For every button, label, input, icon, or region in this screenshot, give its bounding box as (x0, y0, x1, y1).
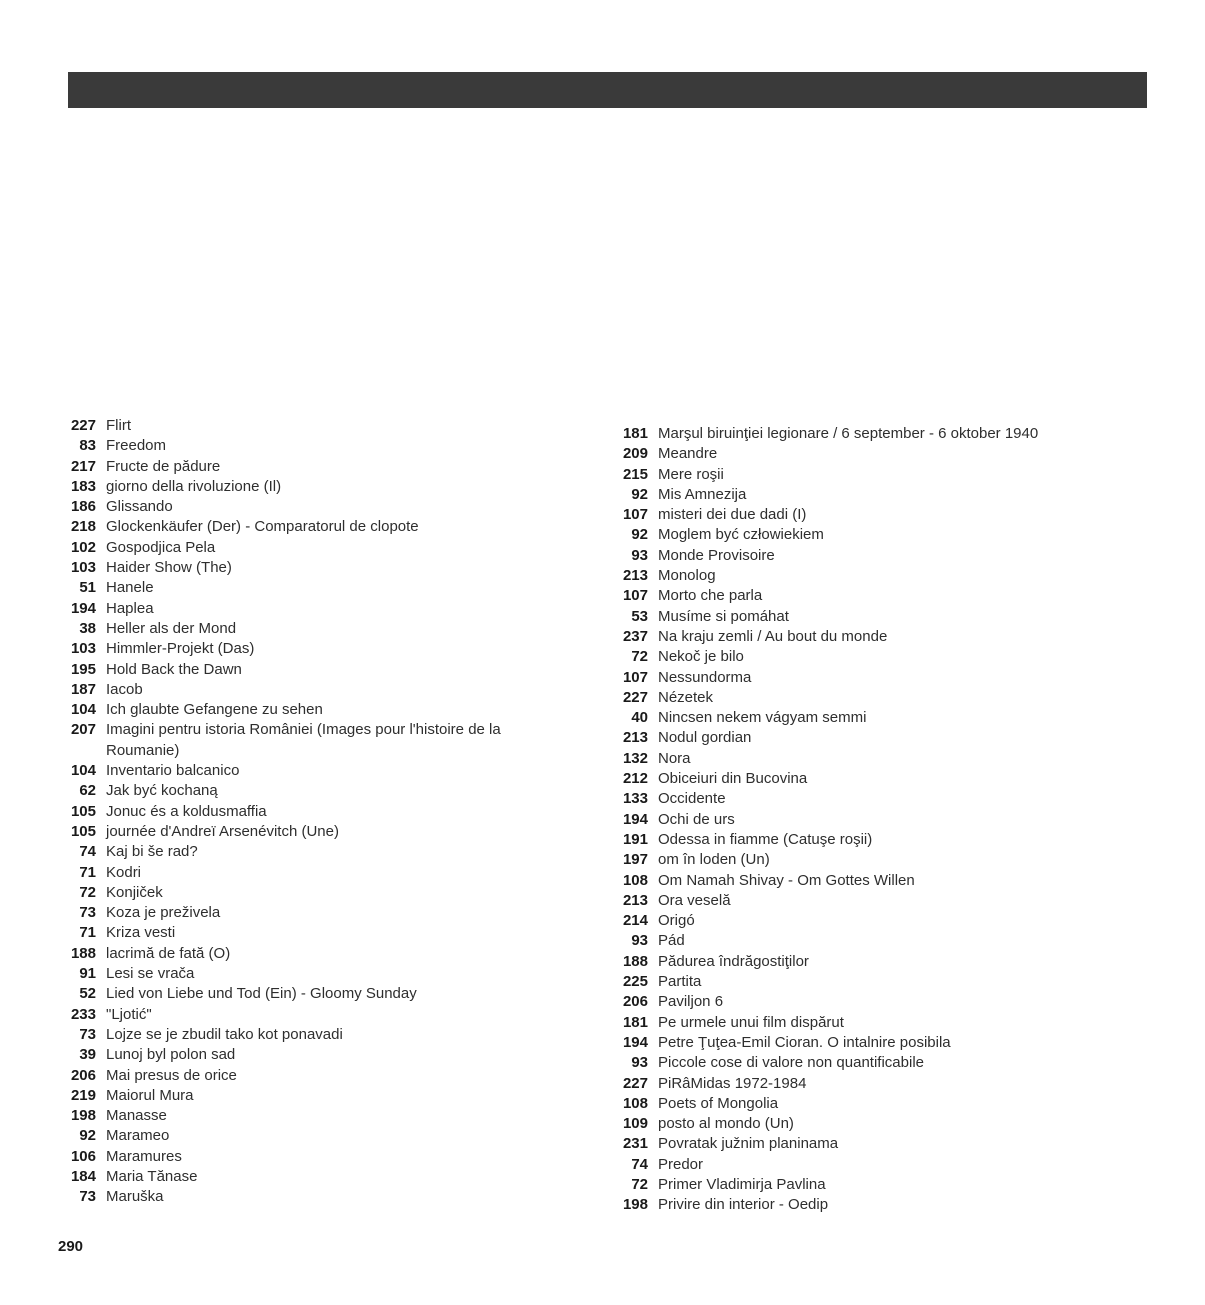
index-entry (58, 1147, 548, 1167)
entry-page-number: 73 (79, 1025, 96, 1043)
index-entry (58, 761, 548, 781)
index-entry (610, 830, 1170, 850)
index-entry (610, 992, 1170, 1012)
index-entry (610, 931, 1170, 951)
entry-page-number: 197 (622, 851, 648, 869)
entry-page-number: 93 (631, 546, 648, 564)
entry-title: Pădurea îndrăgostiţilor (658, 952, 809, 970)
entry-page-number: 133 (622, 790, 648, 808)
index-entry (610, 1114, 1170, 1134)
entry-title: Nora (658, 749, 691, 767)
entry-title: Jonuc és a koldusmaffia (106, 802, 267, 820)
entry-title: Musíme si pomáhat (658, 607, 789, 625)
entry-title: Na kraju zemli / Au bout du monde (658, 627, 888, 645)
entry-title: Ochi de urs (658, 810, 735, 828)
entry-title: journée d'Andreï Arsenévitch (Une) (106, 822, 339, 840)
entry-page-number: 104 (70, 762, 96, 780)
entry-page-number: 102 (70, 538, 96, 556)
index-entry (610, 1155, 1170, 1175)
entry-page-number: 73 (79, 904, 96, 922)
entry-title: Himmler-Projekt (Das) (106, 640, 255, 658)
entry-title: Glockenkäufer (Der) - Comparatorul de clopote (106, 518, 419, 536)
index-entry (58, 660, 548, 680)
entry-title: Nekoč je bilo (658, 648, 744, 666)
entry-title: giorno della rivoluzione (Il) (106, 477, 282, 495)
entry-page-number: 71 (79, 863, 96, 881)
entry-page-number: 187 (70, 680, 96, 698)
index-entry (610, 1013, 1170, 1033)
entry-title: Nézetek (658, 688, 714, 706)
entry-title: Freedom (106, 437, 167, 455)
entry-title: Piccole cose di valore non quantificabile (658, 1054, 924, 1072)
entry-page-number: 213 (622, 729, 648, 747)
entry-page-number: 38 (79, 619, 96, 637)
index-entry (58, 700, 548, 720)
entry-title: Inventario balcanico (106, 762, 240, 780)
entry-page-number: 212 (622, 770, 648, 788)
entry-title: Imagini pentru istoria României (Images pour l'histoire de la Roumanie) (106, 721, 501, 759)
entry-title: Om Namah Shivay - Om Gottes Willen (658, 871, 915, 889)
index-entry (58, 436, 548, 456)
entry-title: Paviljon 6 (658, 993, 724, 1011)
entry-title: Hold Back the Dawn (106, 660, 242, 678)
entry-title: Petre Ţuţea-Emil Cioran. O intalnire posibila (658, 1033, 951, 1051)
index-entry (610, 688, 1170, 708)
index-entry (610, 546, 1170, 566)
entry-page-number: 39 (79, 1046, 96, 1064)
entry-page-number: 107 (622, 587, 648, 605)
entry-title: Monde Provisoire (658, 546, 775, 564)
index-entry (610, 525, 1170, 545)
entry-page-number: 206 (70, 1066, 96, 1084)
entry-page-number: 71 (79, 924, 96, 942)
index-entry (58, 1045, 548, 1065)
entry-page-number: 217 (70, 457, 96, 475)
index-entry (610, 647, 1170, 667)
index-entry (58, 619, 548, 639)
entry-title: Mis Amnezija (658, 485, 747, 503)
entry-page-number: 188 (70, 944, 96, 962)
index-entry (58, 639, 548, 659)
entry-page-number: 213 (622, 891, 648, 909)
entry-page-number: 93 (631, 1054, 648, 1072)
index-entry (610, 566, 1170, 586)
entry-page-number: 72 (631, 648, 648, 666)
entry-page-number: 62 (79, 782, 96, 800)
entry-title: Kriza vesti (106, 924, 176, 942)
entry-title: Maramures (106, 1147, 182, 1165)
entry-title: Privire din interior - Oedip (658, 1196, 829, 1214)
entry-page-number: 237 (622, 627, 648, 645)
index-entry (58, 903, 548, 923)
entry-page-number: 233 (70, 1005, 96, 1023)
entry-page-number: 108 (622, 871, 648, 889)
entry-title: Pád (658, 932, 685, 950)
entry-title: Marşul biruinţiei legionare / 6 september - 6 oktober 1940 (658, 425, 1039, 442)
entry-title: Gospodjica Pela (106, 538, 216, 556)
index-entry (58, 416, 548, 436)
index-entry (58, 1167, 548, 1187)
entry-title: lacrimă de fată (O) (106, 944, 231, 962)
index-entry (610, 891, 1170, 911)
entry-page-number: 194 (70, 599, 96, 617)
index-entry (610, 952, 1170, 972)
entry-title: Lojze se je zbudil tako kot ponavadi (106, 1025, 343, 1043)
entry-page-number: 191 (622, 830, 648, 848)
entry-title: Flirt (106, 417, 131, 434)
entry-page-number: 227 (622, 688, 648, 706)
index-entry (610, 607, 1170, 627)
index-entry (58, 599, 548, 619)
index-entry (58, 497, 548, 517)
index-entry (610, 424, 1170, 444)
index-entry (610, 1074, 1170, 1094)
entry-title: Morto che parla (658, 587, 763, 605)
entry-page-number: 227 (70, 417, 96, 434)
index-entry (610, 627, 1170, 647)
index-entry (610, 465, 1170, 485)
entry-page-number: 186 (70, 498, 96, 516)
entry-page-number: 213 (622, 567, 648, 585)
entry-title: Iacob (106, 680, 143, 698)
entry-page-number: 219 (70, 1086, 96, 1104)
index-entry (58, 923, 548, 943)
index-entry (58, 822, 548, 842)
entry-title: Heller als der Mond (106, 619, 237, 637)
entry-title: posto al mondo (Un) (658, 1115, 794, 1133)
index-entry (58, 1005, 548, 1025)
entry-title: Koza je preživela (106, 904, 221, 922)
index-entry (610, 1033, 1170, 1053)
index-entry (610, 1094, 1170, 1114)
entry-title: Maria Tănase (106, 1167, 198, 1185)
entry-title: Glissando (106, 498, 173, 516)
entry-title: Marameo (106, 1127, 170, 1145)
entry-page-number: 74 (79, 843, 96, 861)
index-entry (58, 781, 548, 801)
entry-page-number: 93 (631, 932, 648, 950)
entry-page-number: 108 (622, 1094, 648, 1112)
index-entry (58, 517, 548, 537)
entry-title: "Ljotić" (106, 1005, 152, 1023)
entry-title: Predor (658, 1155, 704, 1173)
index-entry (610, 1053, 1170, 1073)
entry-page-number: 227 (622, 1074, 648, 1092)
index-entry (610, 789, 1170, 809)
entry-title: Fructe de pădure (106, 457, 221, 475)
entry-page-number: 92 (631, 485, 648, 503)
entry-title: om în loden (Un) (658, 851, 770, 869)
entry-page-number: 109 (622, 1115, 648, 1133)
entry-title: Obiceiuri din Bucovina (658, 770, 808, 788)
entry-page-number: 83 (79, 437, 96, 455)
entry-title: Primer Vladimirja Pavlina (658, 1175, 826, 1193)
entry-page-number: 107 (622, 668, 648, 686)
entry-title: Hanele (106, 579, 154, 597)
index-entry (58, 558, 548, 578)
index-entry (610, 1175, 1170, 1195)
entry-page-number: 198 (70, 1107, 96, 1125)
entry-page-number: 181 (622, 425, 648, 442)
entry-page-number: 51 (79, 579, 96, 597)
entry-title: Lesi se vrača (106, 965, 195, 983)
index-entry (610, 1195, 1170, 1215)
index-column-left (58, 416, 548, 1208)
index-entry (58, 538, 548, 558)
index-entry (58, 1066, 548, 1086)
entry-page-number: 132 (622, 749, 648, 767)
entry-title: Konjiček (106, 883, 163, 901)
entry-page-number: 194 (622, 810, 648, 828)
entry-page-number: 105 (70, 822, 96, 840)
entry-title: Occidente (658, 790, 726, 808)
index-entry (610, 769, 1170, 789)
entry-page-number: 195 (70, 660, 96, 678)
entry-page-number: 214 (622, 912, 648, 930)
entry-page-number: 218 (70, 518, 96, 536)
index-entry (610, 972, 1170, 992)
entry-title: Pe urmele unui film dispărut (658, 1013, 844, 1031)
entry-title: Nincsen nekem vágyam semmi (658, 709, 867, 727)
index-entry (58, 578, 548, 598)
entry-page-number: 73 (79, 1188, 96, 1206)
entry-title: Meandre (658, 445, 718, 463)
index-entry (58, 1126, 548, 1146)
index-entry (610, 1134, 1170, 1154)
entry-page-number: 53 (631, 607, 648, 625)
entry-page-number: 188 (622, 952, 648, 970)
index-entry (58, 457, 548, 477)
index-entry (58, 680, 548, 700)
entry-title: Lunoj byl polon sad (106, 1046, 236, 1064)
index-entry (610, 850, 1170, 870)
entry-title: Mai presus de orice (106, 1066, 237, 1084)
index-entry (58, 1187, 548, 1207)
entry-page-number: 91 (79, 965, 96, 983)
entry-title: Manasse (106, 1107, 167, 1125)
entry-page-number: 103 (70, 640, 96, 658)
entry-title: Partita (658, 973, 702, 991)
index-entry (58, 984, 548, 1004)
index-column-right (610, 424, 1170, 1216)
entry-page-number: 231 (622, 1135, 648, 1153)
entry-title: misteri dei due dadi (I) (658, 506, 807, 524)
entry-page-number: 52 (79, 985, 96, 1003)
index-entry (58, 720, 548, 761)
entry-page-number: 215 (622, 465, 648, 483)
index-entry (610, 586, 1170, 606)
entry-page-number: 209 (622, 445, 648, 463)
entry-page-number: 92 (631, 526, 648, 544)
entry-title: Origó (658, 912, 695, 930)
entry-title: Ora veselă (658, 891, 731, 909)
index-entry (58, 1086, 548, 1106)
entry-title: Kodri (106, 863, 142, 881)
entry-title: Mere roşii (658, 465, 724, 483)
entry-page-number: 194 (622, 1033, 648, 1051)
entry-page-number: 72 (79, 883, 96, 901)
entry-title: Poets of Mongolia (658, 1094, 779, 1112)
entry-page-number: 206 (622, 993, 648, 1011)
entry-page-number: 74 (631, 1155, 648, 1173)
index-entry (58, 883, 548, 903)
index-entry (610, 728, 1170, 748)
index-entry (58, 863, 548, 883)
page-number: 290 (58, 1238, 84, 1255)
index-entry (58, 1106, 548, 1126)
entry-title: Maruška (106, 1188, 164, 1206)
index-entry (58, 944, 548, 964)
entry-title: Jak być kochaną (106, 782, 218, 800)
entry-page-number: 106 (70, 1147, 96, 1165)
entry-title: Haplea (106, 599, 154, 617)
entry-page-number: 92 (79, 1127, 96, 1145)
index-entry (58, 1025, 548, 1045)
entry-title: Lied von Liebe und Tod (Ein) - Gloomy Sunday (106, 985, 417, 1003)
entry-page-number: 40 (631, 709, 648, 727)
index-entry (610, 505, 1170, 525)
entry-page-number: 104 (70, 701, 96, 719)
entry-title: Nodul gordian (658, 729, 752, 747)
entry-page-number: 105 (70, 802, 96, 820)
index-entry (610, 810, 1170, 830)
entry-title: Nessundorma (658, 668, 752, 686)
index-entry (610, 871, 1170, 891)
entry-title: Maiorul Mura (106, 1086, 194, 1104)
index-entry (58, 477, 548, 497)
entry-title: Ich glaubte Gefangene zu sehen (106, 701, 323, 719)
entry-title: Kaj bi še rad? (106, 843, 198, 861)
entry-page-number: 198 (622, 1196, 648, 1214)
index-entry (610, 668, 1170, 688)
entry-title: Odessa in fiamme (Catuşe roşii) (658, 830, 873, 848)
entry-title: Monolog (658, 567, 716, 585)
index-entry (58, 842, 548, 862)
entry-title: Povratak južnim planinama (658, 1135, 839, 1153)
index-entry (610, 485, 1170, 505)
entry-page-number: 181 (622, 1013, 648, 1031)
entry-page-number: 183 (70, 477, 96, 495)
entry-page-number: 72 (631, 1175, 648, 1193)
entry-title: Haider Show (The) (106, 559, 232, 577)
index-entry (58, 802, 548, 822)
entry-page-number: 184 (70, 1167, 96, 1185)
entry-page-number: 207 (70, 721, 96, 739)
index-entry (610, 708, 1170, 728)
entry-title: Moglem być człowiekiem (658, 526, 824, 544)
index-entry (610, 749, 1170, 769)
index-entry (610, 911, 1170, 931)
entry-page-number: 107 (622, 506, 648, 524)
entry-page-number: 225 (622, 973, 648, 991)
index-entry (610, 444, 1170, 464)
entry-title: PiRâMidas 1972-1984 (658, 1074, 807, 1092)
index-entry (58, 964, 548, 984)
entry-page-number: 103 (70, 559, 96, 577)
header-bar (68, 72, 1147, 108)
